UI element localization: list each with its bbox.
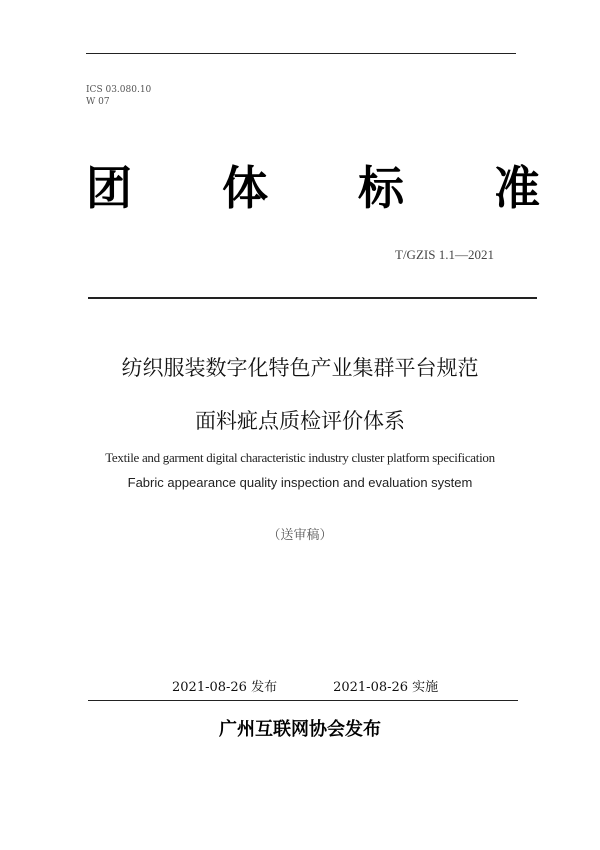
heading-char-2: 体	[222, 161, 268, 215]
issue-date: 2021-08-26 发布	[172, 680, 278, 695]
publisher: 广州互联网协会发布	[219, 719, 381, 740]
bottom-rule	[88, 700, 518, 701]
standard-number: T/GZIS 1.1—2021	[395, 247, 494, 262]
heading-char-3: 标	[358, 161, 404, 215]
dates-row	[172, 676, 438, 695]
heading-char-4: 准	[494, 161, 540, 215]
draft-status: （送审稿）	[267, 528, 333, 543]
middle-rule	[88, 297, 537, 299]
chinese-title-line-1: 纺织服装数字化特色产业集群平台规范	[121, 356, 479, 380]
heading-char-1: 团	[86, 161, 132, 215]
chinese-title-line-2: 面料疵点质检评价体系	[195, 409, 405, 433]
top-rule	[86, 53, 516, 54]
implement-date: 2021-08-26 实施	[333, 680, 439, 695]
english-title-line-1: Textile and garment digital characteristic industry cluster platform specification	[105, 450, 495, 465]
english-title-line-2: Fabric appearance quality inspection and evaluation system	[127, 475, 473, 490]
ccs-code: W 07	[86, 97, 110, 107]
ics-code: ICS 03.080.10	[86, 85, 152, 95]
